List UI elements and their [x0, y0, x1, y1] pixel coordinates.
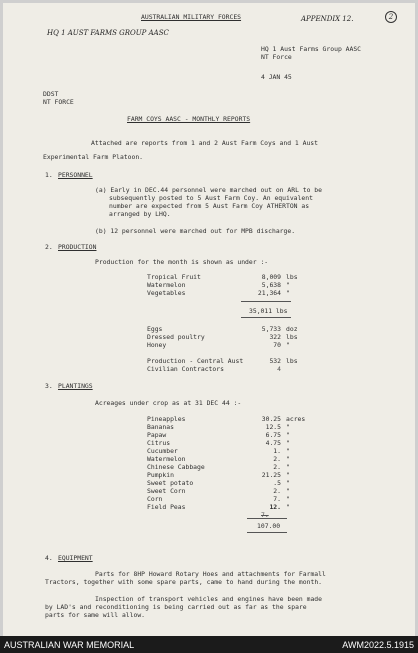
planting-unit: "	[286, 455, 290, 463]
section4-line5: parts for same will allow.	[45, 611, 146, 619]
planting-unit: "	[286, 439, 290, 447]
section1-b: (b) 12 personnel were marched out for MPB discharge.	[95, 227, 296, 235]
production-qty: 5,638	[261, 281, 281, 289]
planting-qty: 6.75	[265, 431, 281, 439]
section1-a-line2: subsequently posted to 5 Aust Farm Coy. An equivalent	[109, 194, 313, 202]
section4-number: 4.	[45, 554, 53, 562]
plantings-total-rule	[247, 518, 287, 519]
planting-qty: 21.25	[261, 471, 281, 479]
appendix-label: APPENDIX 12.	[301, 15, 354, 23]
section4-line3: Inspection of transport vehicles and engines have been made	[95, 595, 323, 603]
planting-unit: "	[286, 487, 290, 495]
footer-accession-number: AWM2022.5.1915	[342, 640, 414, 650]
planting-qty: 2.	[273, 487, 281, 495]
production2-item: Dressed poultry	[147, 333, 205, 341]
from-unit: HQ 1 Aust Farms Group AASC	[261, 45, 362, 53]
from-force: NT Force	[261, 53, 292, 61]
footer-credit: AUSTRALIAN WAR MEMORIAL	[4, 640, 135, 650]
production-unit: lbs	[286, 273, 298, 281]
planting-qty: 2.	[273, 455, 281, 463]
planting-qty: 30.25	[261, 415, 281, 423]
planting-qty: 7.	[273, 495, 281, 503]
section1-a-line4: arranged by LHQ.	[109, 210, 171, 218]
intro-line1: Attached are reports from 1 and 2 Aust Farm Coys and 1 Aust	[91, 139, 319, 147]
section4-line4: by LAD's and reconditioning is being carried out as far as the spare	[45, 603, 307, 611]
planting-unit: "	[286, 447, 290, 455]
footer-bar	[0, 636, 418, 653]
section2-intro: Production for the month is shown as under :-	[95, 258, 269, 266]
planting-unit: "	[286, 463, 290, 471]
production3-line1: Production - Central Aust	[147, 357, 244, 365]
document-title: FARM COYS AASC - MONTHLY REPORTS	[127, 115, 251, 123]
planting-qty: .5	[273, 479, 281, 487]
section1-a-line1: (a) Early in DEC.44 personnel were marched out on ARL to be	[95, 186, 323, 194]
planting-unit: "	[286, 503, 290, 511]
addressee-line2: NT FORCE	[43, 98, 74, 106]
planting-unit: "	[286, 479, 290, 487]
production3-qty: 532	[269, 357, 281, 365]
production2-item: Eggs	[147, 325, 163, 333]
section2-heading: PRODUCTION	[58, 243, 97, 251]
production2-qty: 5,733	[261, 325, 281, 333]
planting-item: Cucumber	[147, 447, 178, 455]
planting-item: Bananas	[147, 423, 174, 431]
planting-unit: "	[286, 471, 290, 479]
section3-intro: Acreages under crop as at 31 DEC 44 :-	[95, 399, 242, 407]
planting-qty: 1.	[273, 447, 281, 455]
document-page	[3, 3, 415, 636]
planting-item: Field Peas	[147, 503, 186, 511]
plantings-total-double-rule	[247, 532, 287, 533]
planting-unit: "	[286, 495, 290, 503]
date: 4 JAN 45	[261, 73, 292, 81]
handwritten-file-note: HQ 1 AUST FARMS GROUP AASC	[47, 29, 169, 37]
production3-qty2: 4	[277, 365, 281, 373]
section1-a-line3: number are expected from 5 Aust Farm Coy ATHERTON as	[109, 202, 310, 210]
production-qty: 21,364	[257, 289, 281, 297]
letterhead: AUSTRALIAN MILITARY FORCES	[141, 13, 242, 21]
plantings-struck-value: 7.	[261, 511, 269, 519]
production-unit: "	[286, 281, 290, 289]
production-total-rule	[241, 317, 291, 318]
planting-item: Papaw	[147, 431, 167, 439]
production2-unit: lbs	[286, 333, 298, 341]
production2-unit: "	[286, 341, 290, 349]
section1-heading: PERSONNEL	[58, 171, 93, 179]
planting-item: Corn	[147, 495, 163, 503]
production3-line2: Civilian Contractors	[147, 365, 224, 373]
production3-unit: lbs	[286, 357, 298, 365]
planting-qty: 4.75	[265, 439, 281, 447]
production-total: 35,011 lbs	[249, 307, 288, 315]
intro-line2: Experimental Farm Platoon.	[43, 153, 144, 161]
production-subtotal-rule	[241, 301, 291, 302]
section1-number: 1.	[45, 171, 53, 179]
planting-item: Pineapples	[147, 415, 186, 423]
page-number: 2	[385, 11, 397, 23]
planting-qty: 2.	[273, 463, 281, 471]
section3-heading: PLANTINGS	[58, 382, 93, 390]
production-unit: "	[286, 289, 290, 297]
section4-heading: EQUIPMENT	[58, 554, 93, 562]
planting-unit: "	[286, 423, 290, 431]
planting-item: Citrus	[147, 439, 171, 447]
production-item: Watermelon	[147, 281, 186, 289]
section4-line2: Tractors, together with some spare parts, came to hand during the month.	[45, 578, 323, 586]
production-qty: 8,009	[261, 273, 281, 281]
section3-number: 3.	[45, 382, 53, 390]
production2-qty: 322	[269, 333, 281, 341]
production2-item: Honey	[147, 341, 167, 349]
production-item: Vegetables	[147, 289, 186, 297]
planting-item: Sweet potato	[147, 479, 194, 487]
planting-unit: acres	[286, 415, 306, 423]
section2-number: 2.	[45, 243, 53, 251]
planting-qty: 12.	[269, 503, 281, 511]
planting-unit: "	[286, 431, 290, 439]
planting-item: Watermelon	[147, 455, 186, 463]
production2-unit: doz	[286, 325, 298, 333]
production2-qty: 70	[273, 341, 281, 349]
planting-item: Sweet Corn	[147, 487, 186, 495]
production-item: Tropical Fruit	[147, 273, 201, 281]
section4-line1: Parts for 8HP Howard Rotary Hoes and attachments for Farmall	[95, 570, 326, 578]
planting-item: Chinese Cabbage	[147, 463, 205, 471]
addressee-line1: DDST	[43, 90, 59, 98]
planting-item: Pumpkin	[147, 471, 174, 479]
planting-qty: 12.5	[265, 423, 281, 431]
plantings-total: 107.00	[257, 522, 281, 530]
